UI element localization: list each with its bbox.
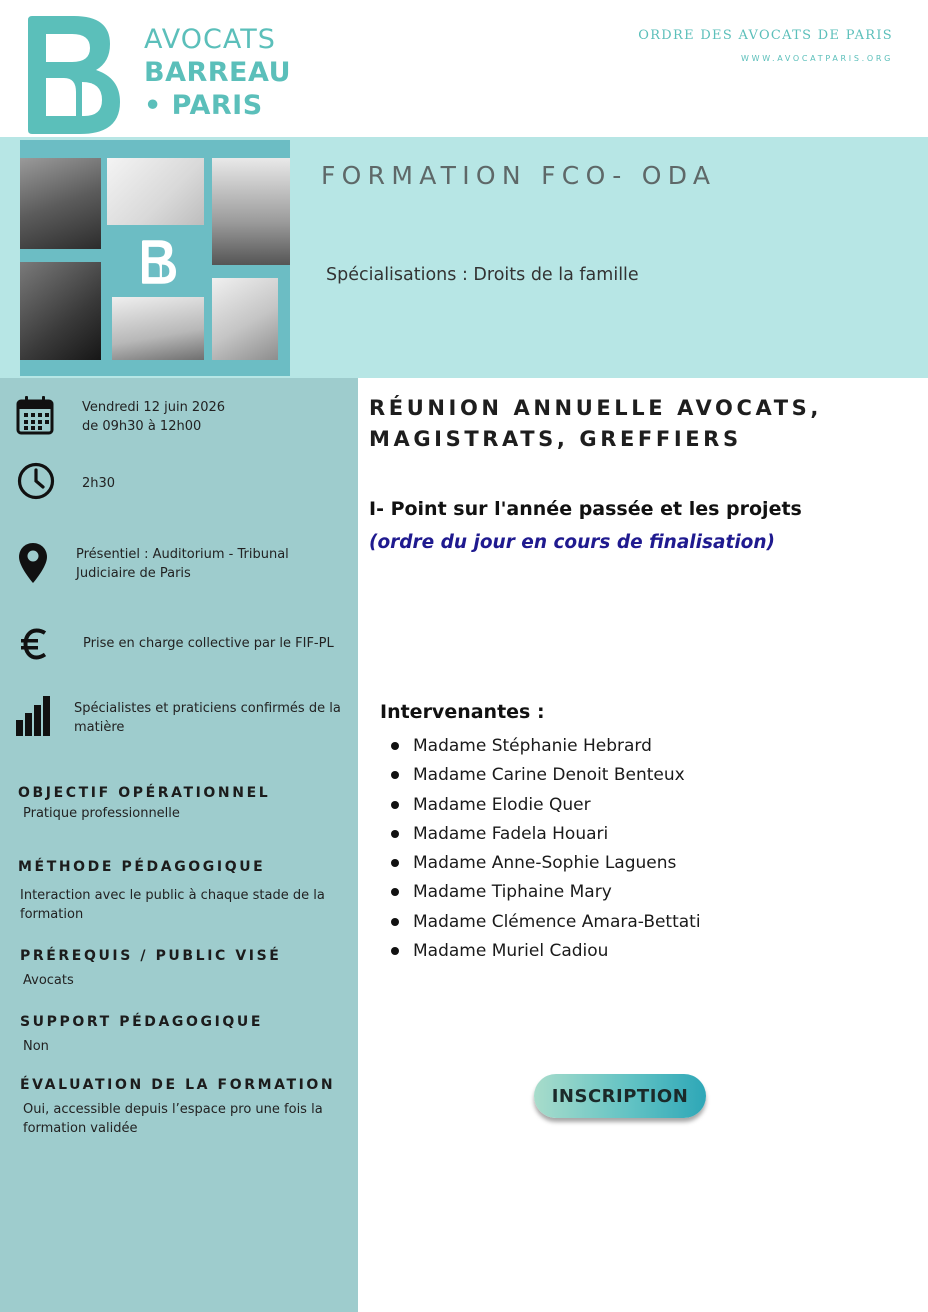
- formation-title: FORMATION FCO- ODA: [321, 161, 717, 190]
- location-info: [76, 545, 289, 583]
- speaker-item: [389, 792, 701, 821]
- agenda-note: (ordre du jour en cours de finalisation): [369, 532, 776, 553]
- prerequis-heading: PRÉREQUIS / PUBLIC VISÉ: [20, 948, 282, 964]
- evaluation-value: [23, 1100, 323, 1138]
- logo-line-1: AVOCATS: [144, 24, 276, 55]
- barreau-logo-icon: [28, 16, 120, 134]
- evaluation-line-1: Oui, accessible depuis l’espace pro une fois la: [23, 1102, 323, 1117]
- speaker-name: Madame Muriel Cadiou: [413, 941, 609, 962]
- methode-line-2: formation: [20, 907, 84, 922]
- bullet-icon: [391, 859, 399, 867]
- speaker-name: Madame Elodie Quer: [413, 794, 591, 815]
- support-value: Non: [23, 1039, 49, 1054]
- mother-child-photo: [212, 278, 278, 360]
- org-name: ORDRE DES AVOCATS DE PARIS: [638, 28, 893, 43]
- meeting-title-line-2: MAGISTRATS, GREFFIERS: [369, 427, 742, 451]
- location-line-2: Judiciaire de Paris: [76, 566, 191, 581]
- formation-subtitle: Spécialisations : Droits de la famille: [326, 265, 639, 285]
- meeting-title-line-1: RÉUNION ANNUELLE AVOCATS,: [369, 396, 822, 420]
- speaker-name: Madame Carine Denoit Benteux: [413, 765, 685, 786]
- logo-line-3: • PARIS: [144, 90, 263, 121]
- speaker-item: [389, 850, 701, 879]
- level-info: [74, 699, 341, 737]
- objectif-heading: OBJECTIF OPÉRATIONNEL: [18, 785, 271, 801]
- elderly-couple-photo: [20, 262, 101, 360]
- date-info: [82, 398, 225, 436]
- methode-value: [20, 886, 325, 924]
- evaluation-line-2: formation validée: [23, 1121, 138, 1136]
- speaker-item: [389, 938, 701, 967]
- page-header: [0, 0, 928, 137]
- objectif-value: Pratique professionnelle: [23, 806, 180, 821]
- bar-chart-icon: [16, 694, 52, 736]
- ornament-photo: [107, 158, 204, 225]
- speakers-list: [389, 733, 701, 967]
- speakers-heading: Intervenantes :: [380, 701, 545, 723]
- speaker-name: Madame Clémence Amara-Bettati: [413, 911, 701, 932]
- logo-line-2: BARREAU: [144, 57, 291, 88]
- evaluation-heading: ÉVALUATION DE LA FORMATION: [20, 1077, 336, 1093]
- family-photo: [20, 158, 101, 249]
- speaker-item: [389, 762, 701, 791]
- speaker-item: [389, 821, 701, 850]
- bullet-icon: [391, 888, 399, 896]
- bullet-icon: [391, 830, 399, 838]
- calendar-icon: [16, 395, 54, 435]
- bullet-icon: [391, 947, 399, 955]
- level-line-2: matière: [74, 720, 125, 735]
- speaker-item: [389, 733, 701, 762]
- inscription-button[interactable]: INSCRIPTION: [534, 1074, 706, 1118]
- euro-icon: [20, 628, 50, 660]
- level-line-1: Spécialistes et praticiens confirmés de la: [74, 701, 341, 716]
- location-line-1: Présentiel : Auditorium - Tribunal: [76, 547, 289, 562]
- agenda-point: I- Point sur l'année passée et les projets: [369, 498, 802, 520]
- location-pin-icon: [18, 542, 48, 584]
- meeting-title: [369, 393, 822, 455]
- speaker-name: Madame Stéphanie Hebrard: [413, 736, 652, 756]
- city-skyline-photo: [212, 158, 290, 265]
- photo-collage: [20, 140, 290, 376]
- methode-line-1: Interaction avec le public à chaque stade de la: [20, 888, 325, 903]
- info-sidebar: [0, 378, 358, 1312]
- bullet-icon: [391, 742, 399, 750]
- clock-icon: [16, 461, 56, 501]
- bullet-icon: [391, 771, 399, 779]
- support-heading: SUPPORT PÉDAGOGIQUE: [20, 1014, 264, 1030]
- bullet-icon: [391, 801, 399, 809]
- staircase-photo: [112, 297, 204, 360]
- date-line: Vendredi 12 juin 2026: [82, 400, 226, 415]
- speaker-name: Madame Fadela Houari: [413, 823, 609, 844]
- speaker-name: Madame Tiphaine Mary: [413, 882, 612, 903]
- prerequis-value: Avocats: [23, 973, 74, 988]
- funding-info: Prise en charge collective par le FIF-PL: [83, 636, 334, 651]
- org-website-link[interactable]: WWW.AVOCATPARIS.ORG: [741, 54, 893, 63]
- duration-value: 2h30: [82, 476, 116, 491]
- speaker-item: [389, 879, 701, 908]
- speaker-name: Madame Anne-Sophie Laguens: [413, 853, 677, 874]
- logo-wordmark: [144, 26, 291, 119]
- bullet-icon: [391, 918, 399, 926]
- speaker-item: [389, 909, 701, 938]
- collage-logo-icon: [142, 240, 176, 284]
- time-line: de 09h30 à 12h00: [82, 419, 202, 434]
- methode-heading: MÉTHODE PÉDAGOGIQUE: [18, 859, 266, 875]
